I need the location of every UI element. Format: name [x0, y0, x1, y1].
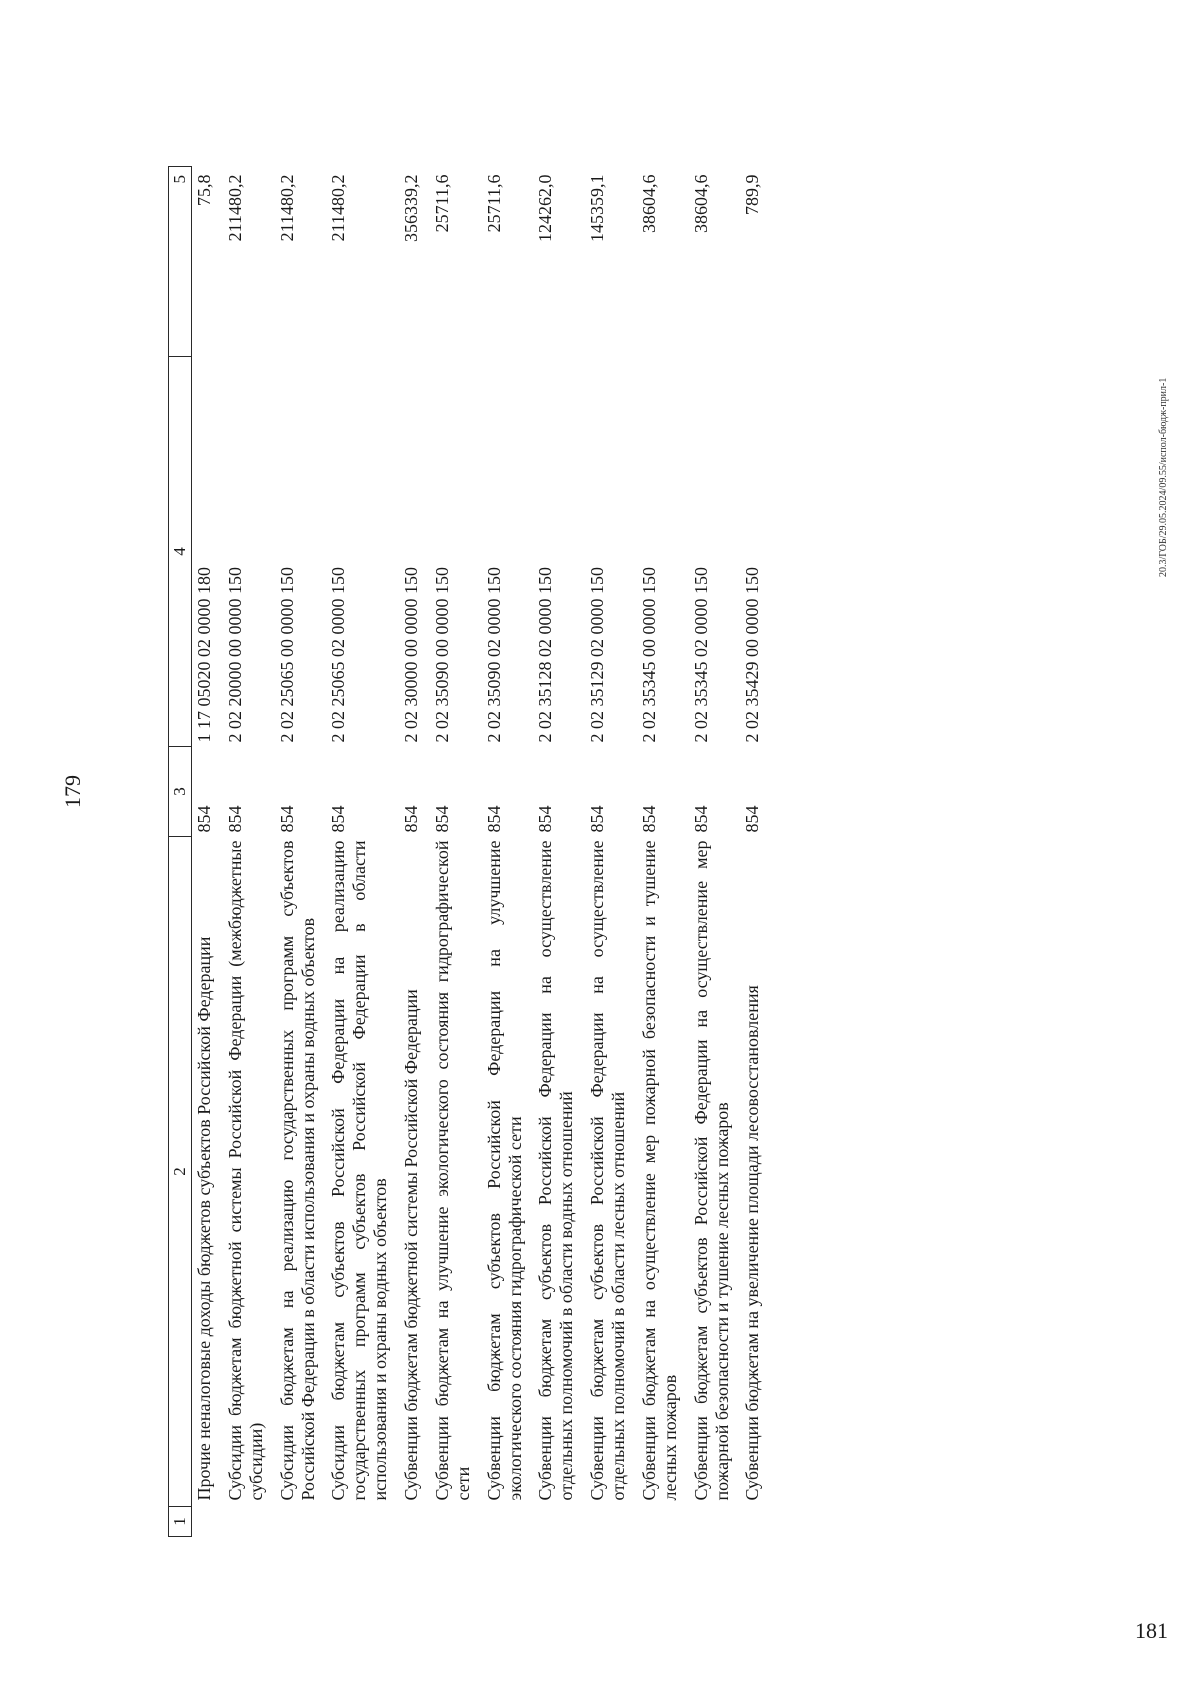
row-amount: 211480,2 [276, 174, 297, 242]
footer-document-code: 20.3/ГОБ/29.05.2024/09.55/испол-бюдж-прил-1 [1158, 377, 1169, 577]
row-name: Субвенции бюджетам субъектов Российской Федерации на осуществление отдельных полномочий в области водных отношений [535, 840, 577, 1501]
column-header-4: 4 [169, 357, 192, 747]
budget-table [168, 166, 773, 1537]
table-row [691, 167, 743, 1537]
row-admin-code: 854 [535, 805, 556, 833]
row-admin-code: 854 [742, 805, 763, 833]
table-row [484, 167, 536, 1537]
row-budget-code: 2 02 25065 02 0000 150 [328, 567, 349, 743]
table-row [192, 167, 225, 1537]
table-row [432, 167, 484, 1537]
table-row [742, 167, 773, 1537]
table-row [225, 167, 277, 1537]
row-name: Субсидии бюджетам бюджетной системы Российской Федерации (межбюджетные субсидии) [224, 840, 266, 1501]
column-header-3: 3 [169, 747, 192, 837]
row-name: Субвенции бюджетам бюджетной системы Российской Федерации [401, 989, 421, 1501]
row-budget-code: 2 02 25065 00 0000 150 [276, 567, 297, 743]
row-amount: 25711,6 [483, 174, 504, 233]
row-budget-code: 2 02 35429 00 0000 150 [742, 567, 763, 743]
row-admin-code: 854 [276, 805, 297, 833]
column-header-1: 1 [169, 1507, 192, 1537]
table-row [639, 167, 691, 1537]
table-header-row [169, 167, 192, 1537]
row-amount: 124262,0 [535, 174, 556, 242]
row-name: Субвенции бюджетам на увеличение площади лесовосстановления [742, 985, 763, 1501]
row-admin-code: 854 [690, 805, 711, 833]
row-budget-code: 2 02 35345 02 0000 150 [690, 567, 711, 743]
row-name: Субсидии бюджетам на реализацию государственных программ субъектов Российской Федерации в области использования и охраны водных объектов [276, 840, 318, 1501]
row-name: Субвенции бюджетам на улучшение экологического состояния гидрографической сети [431, 840, 473, 1501]
row-name: Субвенции бюджетам субъектов Российской Федерации на улучшение экологического состояния гидрографической сети [483, 840, 525, 1501]
row-admin-code: 854 [401, 805, 421, 833]
table-row [535, 167, 587, 1537]
row-budget-code: 2 02 35129 02 0000 150 [587, 567, 608, 743]
table-row [277, 167, 329, 1537]
row-amount: 789,9 [742, 174, 763, 215]
row-admin-code: 854 [328, 805, 349, 833]
row-name: Субвенции бюджетам субъектов Российской Федерации на осуществление мер пожарной безопасности и тушение лесных пожаров [690, 840, 732, 1501]
row-budget-code: 2 02 30000 00 0000 150 [401, 567, 421, 743]
row-budget-code: 2 02 35128 02 0000 150 [535, 567, 556, 743]
row-amount: 356339,2 [401, 174, 421, 242]
row-amount: 75,8 [194, 174, 214, 206]
row-budget-code: 2 02 35090 02 0000 150 [483, 567, 504, 743]
row-admin-code: 854 [194, 805, 214, 833]
table-row [401, 167, 432, 1537]
row-name: Субсидии бюджетам субъектов Российской Федерации на реализацию государственных программ субъектов Российской Федерации в области использования и охраны водных объектов [328, 840, 391, 1501]
row-amount: 38604,6 [638, 174, 659, 233]
corner-page-number: 181 [1135, 1618, 1168, 1643]
column-header-5: 5 [169, 167, 192, 357]
row-budget-code: 2 02 20000 00 0000 150 [224, 567, 245, 743]
table-row [328, 167, 401, 1537]
row-admin-code: 854 [483, 805, 504, 833]
row-name: Прочие неналоговые доходы бюджетов субъектов Российской Федерации [194, 936, 214, 1501]
row-name: Субвенции бюджетам субъектов Российской Федерации на осуществление отдельных полномочий в области лесных отношений [587, 840, 628, 1501]
row-budget-code: 2 02 35090 00 0000 150 [431, 567, 452, 743]
column-header-2: 2 [169, 837, 192, 1507]
row-amount: 25711,6 [431, 174, 452, 233]
row-admin-code: 854 [224, 805, 245, 833]
page-number: 179 [60, 775, 85, 808]
row-admin-code: 854 [587, 805, 608, 833]
row-amount: 145359,1 [587, 174, 608, 242]
row-admin-code: 854 [431, 805, 452, 833]
row-budget-code: 1 17 05020 02 0000 180 [194, 567, 214, 743]
row-name: Субвенции бюджетам на осуществление мер пожарной безопасности и тушение лесных пожаров [638, 840, 680, 1501]
table-row [587, 167, 639, 1537]
row-amount: 211480,2 [328, 174, 349, 242]
row-admin-code: 854 [638, 805, 659, 833]
row-amount: 211480,2 [224, 174, 245, 242]
row-budget-code: 2 02 35345 00 0000 150 [638, 567, 659, 743]
row-amount: 38604,6 [690, 174, 711, 233]
